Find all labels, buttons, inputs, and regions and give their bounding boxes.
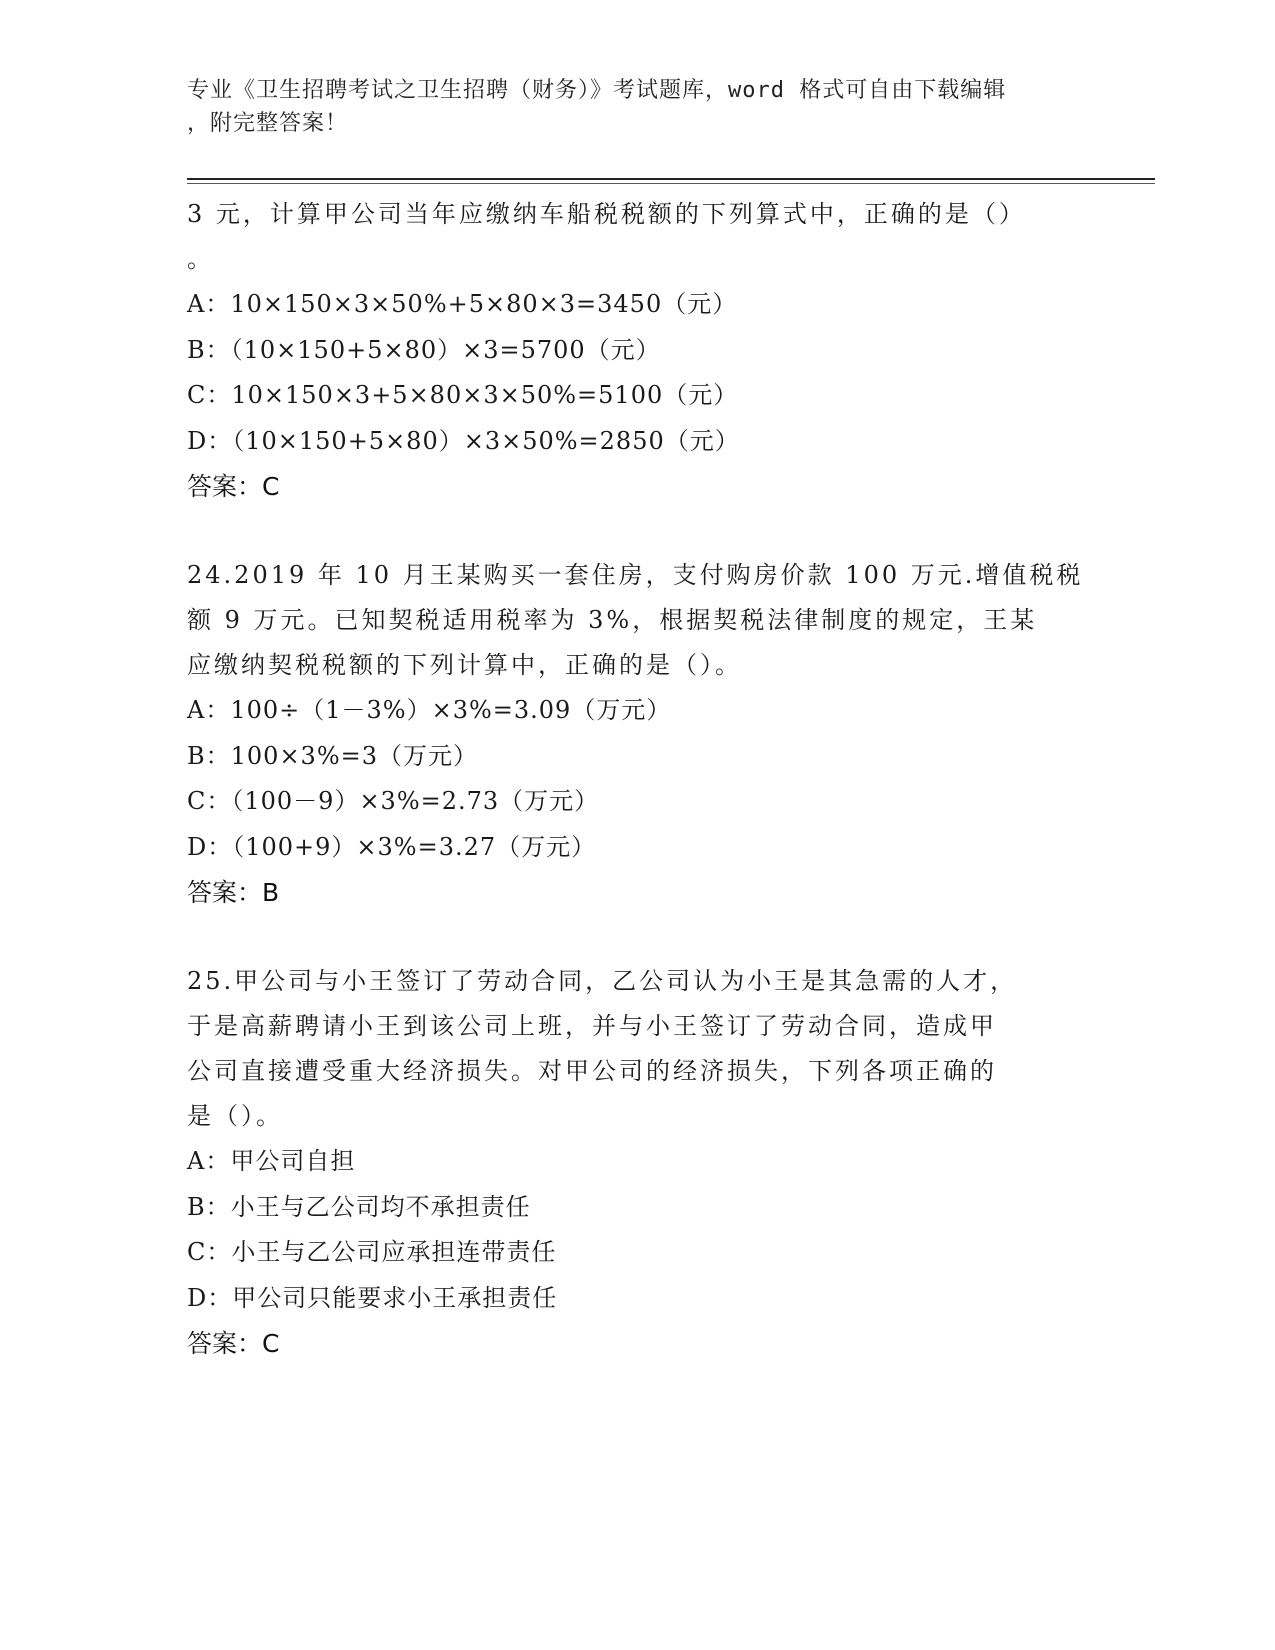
option-b: B：小王与乙公司均不承担责任 [187, 1192, 531, 1221]
header-divider-thin [187, 183, 1155, 184]
question-23 [187, 192, 1087, 509]
question-list [187, 192, 1087, 1366]
question-stem-line: 24.2019 年 10 月王某购买一套住房，支付购房价款 100 万元.增值税税 [187, 561, 1084, 589]
question-stem-line: 3 元，计算甲公司当年应缴纳车船税税额的下列算式中，正确的是（） [187, 200, 1026, 228]
question-stem-line: 。 [187, 245, 214, 273]
question-24 [187, 553, 1087, 915]
answer-label: 答案：C [187, 472, 280, 501]
option-b: B：（10×150+5×80）×3=5700（元） [187, 335, 661, 364]
answer-label: 答案：B [187, 878, 280, 907]
option-c: C：10×150×3+5×80×3×50%=5100（元） [187, 381, 739, 409]
header-line-2: ，附完整答案！ [187, 111, 349, 136]
option-d: D：（100+9）×3%=3.27（万元） [187, 832, 597, 861]
option-c: C：小王与乙公司应承担连带责任 [187, 1238, 557, 1266]
option-a: A：100÷（1－3%）×3%=3.09（万元） [187, 696, 672, 724]
question-stem-line: 25.甲公司与小王签订了劳动合同，乙公司认为小王是其急需的人才， [187, 967, 1018, 995]
option-a: A：10×150×3×50%+5×80×3=3450（元） [187, 290, 738, 318]
option-d: D：（10×150+5×80）×3×50%=2850（元） [187, 426, 740, 455]
question-stem-line: 应缴纳契税税额的下列计算中，正确的是（）。 [187, 651, 742, 679]
question-spacer [187, 509, 1087, 553]
question-25 [187, 959, 1087, 1366]
option-a: A：甲公司自担 [187, 1147, 356, 1175]
question-stem-line: 是（）。 [187, 1102, 283, 1130]
option-c: C：（100－9）×3%=2.73（万元） [187, 787, 600, 815]
answer-label: 答案：C [187, 1329, 280, 1358]
question-stem-line: 于是高薪聘请小王到该公司上班，并与小王签订了劳动合同，造成甲 [187, 1012, 997, 1040]
page-header [187, 74, 1067, 140]
question-stem-line: 公司直接遭受重大经济损失。对甲公司的经济损失，下列各项正确的 [187, 1057, 997, 1085]
option-b: B：100×3%=3（万元） [187, 741, 479, 770]
question-stem-line: 额 9 万元。已知契税适用税率为 3%，根据契税法律制度的规定，王某 [187, 606, 1038, 634]
question-spacer [187, 915, 1087, 959]
header-divider-thick [187, 178, 1155, 180]
header-line-1: 专业《卫生招聘考试之卫生招聘（财务）》考试题库，word 格式可自由下载编辑 [187, 78, 1007, 103]
option-d: D：甲公司只能要求小王承担责任 [187, 1283, 558, 1312]
